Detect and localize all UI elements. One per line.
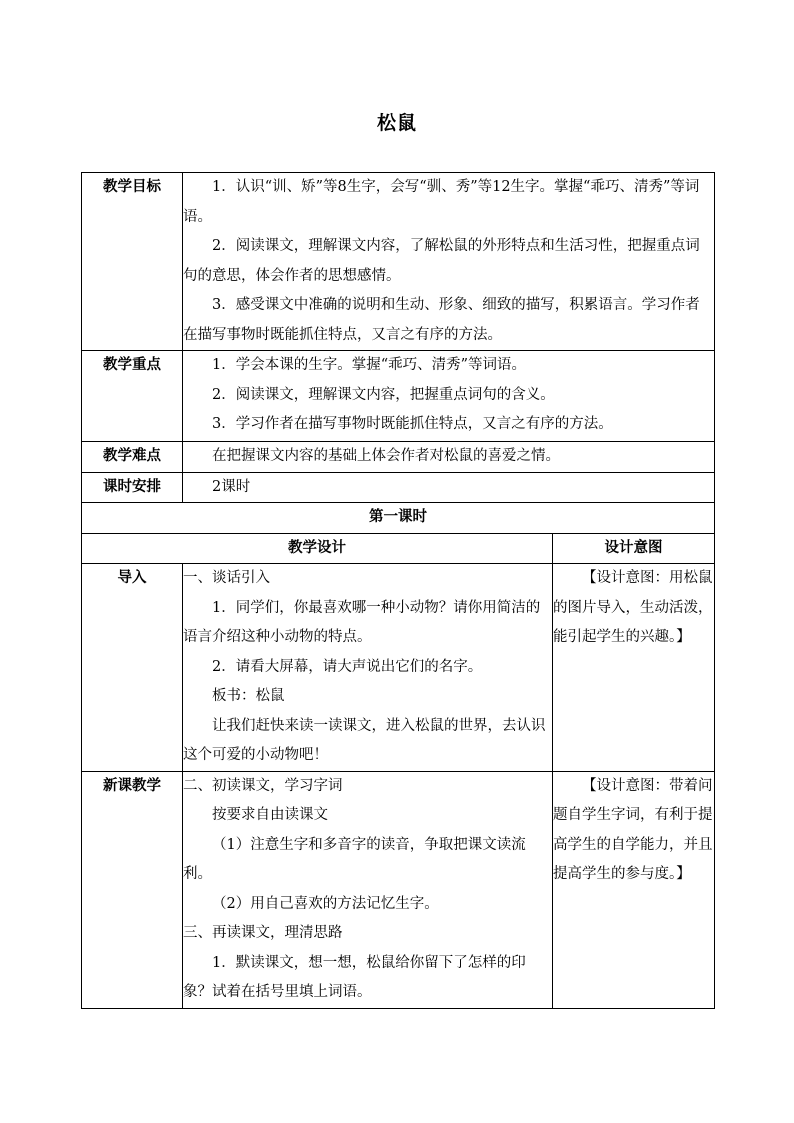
- difficulties-label: 教学难点: [82, 442, 183, 473]
- intro-row: [82, 564, 715, 772]
- new-lesson-section-heading: 二、初读课文，学习字词: [183, 777, 343, 794]
- intro-content: [183, 564, 553, 772]
- design-column-header: 教学设计: [82, 533, 553, 564]
- intent-column-header: 设计意图: [553, 533, 715, 564]
- intro-intent: [553, 564, 715, 772]
- intro-paragraph: 板书：松鼠: [212, 688, 285, 704]
- intro-paragraph: 1．同学们，你最喜欢哪一种小动物？请你用简洁的语言介绍这种小动物的特点。: [183, 599, 541, 645]
- objective-item: 1．认识“训、矫”等8生字，会写“驯、秀”等12生字。掌握“乖巧、清秀”等词语。: [183, 179, 700, 225]
- page-title: 松鼠: [376, 112, 417, 134]
- schedule-row: [82, 472, 715, 503]
- key-points-label: 教学重点: [82, 351, 183, 442]
- new-lesson-subitem: （1）注意生字和多音字的读音，争取把课文读流利。: [183, 836, 526, 882]
- difficulties-row: [82, 442, 715, 473]
- lesson-heading: 第一课时: [82, 503, 715, 534]
- intro-label: 导入: [82, 564, 183, 772]
- difficulties-text: 在把握课文内容的基础上体会作者对松鼠的喜爱之情。: [212, 448, 560, 464]
- objectives-content: [183, 173, 715, 351]
- new-lesson-task: 1．默读课文，想一想，松鼠给你留下了怎样的印象？试着在括号里填上词语。: [183, 954, 526, 1000]
- schedule-label: 课时安排: [82, 472, 183, 503]
- new-lesson-subitem: （2）用自己喜欢的方法记忆生字。: [212, 895, 439, 912]
- intro-intent-text: 【设计意图：用松鼠的图片导入，生动活泼，能引起学生的兴趣。】: [553, 570, 713, 645]
- difficulties-content: [183, 442, 715, 473]
- intro-section-heading: 一、谈话引入: [183, 570, 270, 586]
- key-points-row: [82, 351, 715, 442]
- objective-item: 3．感受课文中准确的说明和生动、形象、细致的描写，积累语言。学习作者在描写事物时既能抓住特点，又言之有序的方法。: [183, 297, 700, 343]
- new-lesson-step: 按要求自由读课文: [212, 807, 328, 823]
- lesson-heading-row: [82, 503, 715, 534]
- objective-item: 2．阅读课文，理解课文内容，了解松鼠的外形特点和生活习性，把握重点词句的意思，体会作者的思想感情。: [183, 238, 700, 284]
- new-lesson-intent-text: 【设计意图：带着问题自学生字词，有利于提高学生的自学能力，并且提高学生的参与度。】: [553, 777, 713, 882]
- lesson-plan-table: [81, 172, 715, 1009]
- key-point-item: 3．学习作者在描写事物时既能抓住特点，又言之有序的方法。: [212, 416, 613, 432]
- objectives-row: [82, 173, 715, 351]
- intro-paragraph: 让我们赶快来读一读课文，进入松鼠的世界，去认识这个可爱的小动物吧！: [183, 717, 546, 763]
- key-points-content: [183, 351, 715, 442]
- new-lesson-content: [183, 771, 553, 1008]
- schedule-content: [183, 472, 715, 503]
- key-point-item: 2．阅读课文，理解课文内容，把握重点词句的含义。: [212, 386, 555, 403]
- new-lesson-section-heading: 三、再读课文，理清思路: [183, 925, 343, 941]
- objectives-label: 教学目标: [82, 173, 183, 351]
- key-point-item: 1．学会本课的生字。掌握“乖巧、清秀”等词语。: [212, 357, 527, 373]
- intro-paragraph: 2．请看大屏幕，请大声说出它们的名字。: [212, 658, 483, 675]
- new-lesson-label: 新课教学: [82, 771, 183, 1008]
- new-lesson-row: [82, 771, 715, 1008]
- column-header-row: [82, 533, 715, 564]
- new-lesson-intent: [553, 771, 715, 1008]
- schedule-text: 2课时: [212, 478, 251, 495]
